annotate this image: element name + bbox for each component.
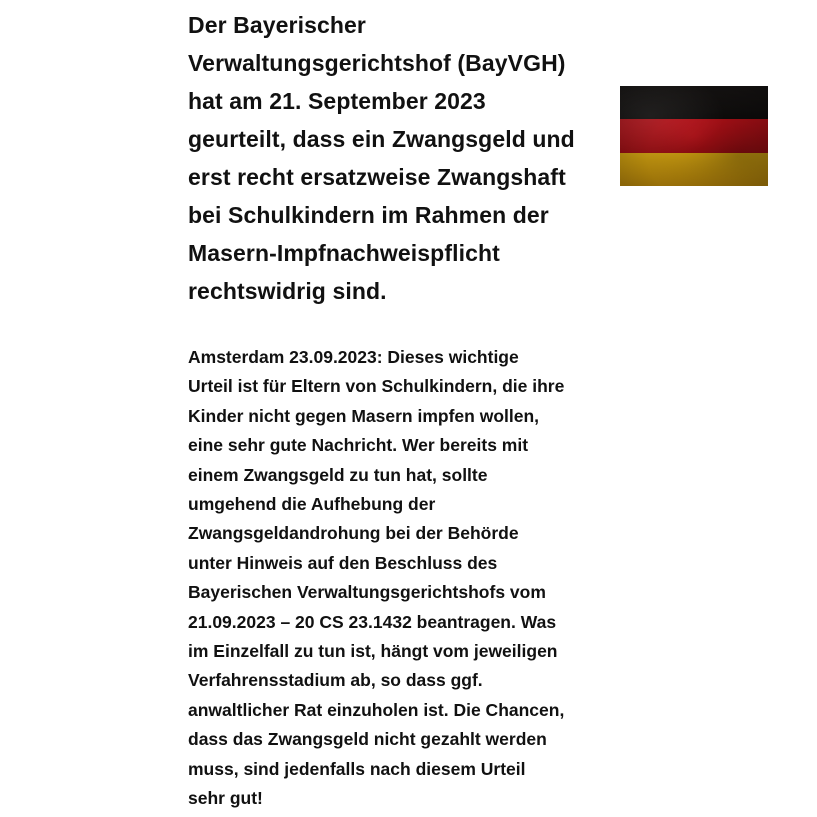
article-line: umgehend die Aufhebung der: [188, 494, 436, 515]
article-line: Amsterdam 23.09.2023: Dieses wichtige: [188, 347, 519, 367]
article-line: im Einzelfall zu tun ist, hängt vom jeweiligen: [188, 641, 558, 662]
article-line: einem Zwangsgeld zu tun hat, sollte: [188, 464, 488, 485]
flag-texture: [620, 86, 768, 186]
headline-line: rechtswidrig sind.: [188, 278, 387, 304]
article-line: sehr gut!: [188, 788, 263, 809]
article-line: Zwangsgeldandrohung bei der Behörde: [188, 523, 519, 544]
headline: [188, 6, 618, 310]
article-line: Verfahrensstadium ab, so dass ggf.: [188, 670, 483, 691]
article-line: eine sehr gute Nachricht. Wer bereits mit: [188, 435, 529, 456]
article-line: muss, sind jedenfalls nach diesem Urteil: [188, 758, 526, 779]
headline-line: bei Schulkindern im Rahmen der: [188, 202, 549, 228]
headline-line: hat am 21. September 2023: [188, 88, 486, 114]
article-line: dass das Zwangsgeld nicht gezahlt werden: [188, 729, 547, 750]
headline-line: Der Bayerischer: [188, 12, 366, 38]
headline-line: geurteilt, dass ein Zwangsgeld und: [188, 126, 575, 152]
headline-line: erst recht ersatzweise Zwangshaft: [188, 164, 566, 190]
headline-line: Verwaltungsgerichtshof (BayVGH): [188, 50, 566, 76]
headline-line: Masern-Impfnachweispflicht: [188, 240, 500, 266]
article-line: 21.09.2023 – 20 CS 23.1432 beantragen. Was: [188, 611, 557, 632]
article-line: unter Hinweis auf den Beschluss des: [188, 552, 498, 573]
article-line: anwaltlicher Rat einzuholen ist. Die Chancen,: [188, 699, 565, 720]
article-line: Urteil ist für Eltern von Schulkindern, die ihre: [188, 376, 565, 397]
article-body: [188, 343, 648, 814]
article-line: Bayerischen Verwaltungsgerichtshofs vom: [188, 582, 546, 603]
german-flag-icon: [620, 86, 768, 186]
article-line: Kinder nicht gegen Masern impfen wollen,: [188, 405, 540, 426]
